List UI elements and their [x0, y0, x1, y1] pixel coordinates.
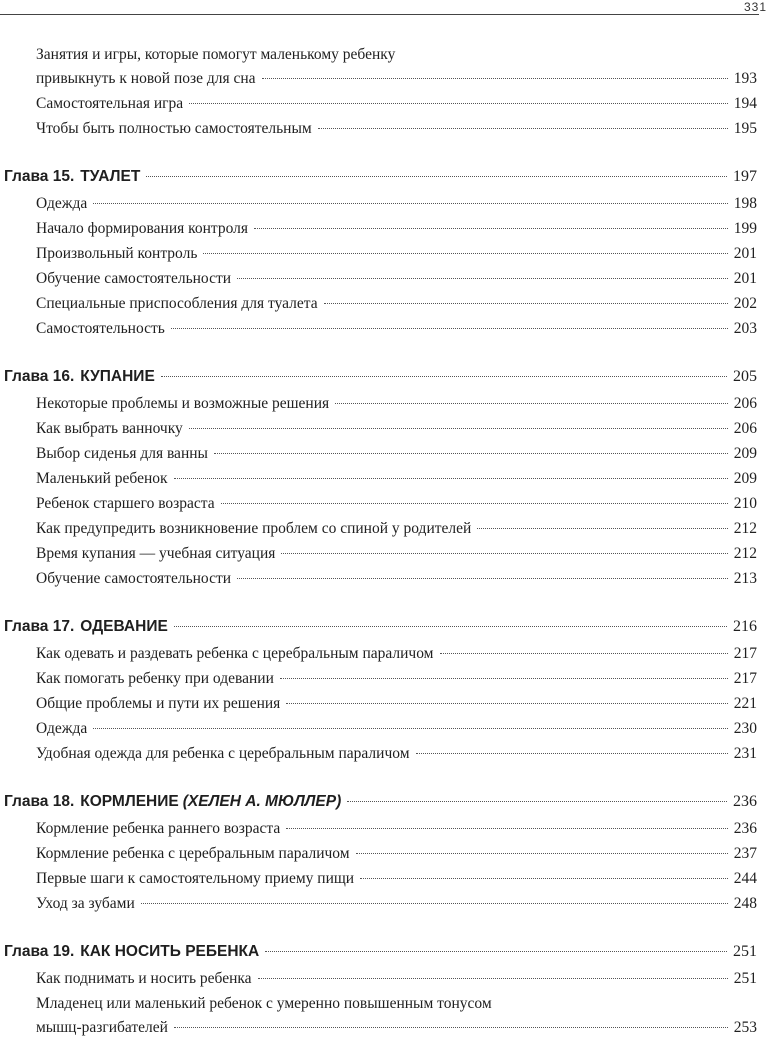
- toc-entry-page: 210: [733, 495, 757, 512]
- toc-entry[interactable]: [0, 218, 781, 243]
- dot-leader: [93, 728, 728, 729]
- toc-entry-title: Маленький ребенок: [36, 470, 168, 487]
- toc-entry[interactable]: [0, 743, 781, 768]
- toc-entry-title-line1: Младенец или маленький ребенок с умеренно повышенным тонусом: [36, 995, 492, 1012]
- dot-leader: [174, 478, 728, 479]
- toc-entry-page: 212: [733, 545, 757, 562]
- toc-entry-title: Кормление ребенка с церебральным параличом: [36, 845, 350, 862]
- dot-leader: [477, 528, 727, 529]
- dot-leader: [281, 553, 727, 554]
- toc-entry[interactable]: [0, 818, 781, 843]
- chapter-title: КОРМЛЕНИЕ: [80, 793, 179, 810]
- chapter-title: ТУАЛЕТ: [80, 168, 141, 185]
- toc-entry-title: Самостоятельность: [36, 320, 165, 337]
- toc-entry[interactable]: [0, 643, 781, 668]
- dot-leader: [360, 878, 728, 879]
- toc-entry[interactable]: [0, 868, 781, 893]
- toc-entry-title: Время купания — учебная ситуация: [36, 545, 276, 562]
- chapter-page: 205: [733, 368, 757, 385]
- chapter-heading[interactable]: [0, 165, 781, 193]
- dot-leader: [254, 228, 728, 229]
- toc-entry[interactable]: [0, 44, 781, 93]
- toc-entry-title: Ребенок старшего возраста: [36, 495, 215, 512]
- dot-leader: [161, 376, 727, 377]
- chapter-title: КАК НОСИТЬ РЕБЕНКА: [80, 943, 260, 960]
- dot-leader: [237, 578, 728, 579]
- dot-leader: [324, 303, 728, 304]
- toc-entry-title: Как предупредить возникновение проблем со спиной у родителей: [36, 520, 472, 537]
- chapter-title: ОДЕВАНИЕ: [80, 618, 168, 635]
- dot-leader: [214, 453, 728, 454]
- toc-entry-title: Как одевать и раздевать ребенка с церебральным параличом: [36, 645, 434, 662]
- toc-entry-page: 195: [733, 120, 757, 137]
- dot-leader: [174, 626, 727, 627]
- toc-entry[interactable]: [0, 493, 781, 518]
- toc-entry[interactable]: [0, 318, 781, 343]
- dot-leader: [189, 103, 728, 104]
- toc-entry-title-line1: Занятия и игры, которые помогут маленькому ребенку: [36, 46, 396, 63]
- toc-entry[interactable]: [0, 293, 781, 318]
- toc-entry-page: 203: [733, 320, 757, 337]
- dot-leader: [440, 653, 728, 654]
- toc-entry-title: Кормление ребенка раннего возраста: [36, 820, 281, 837]
- toc-entry-title: Как поднимать и носить ребенка: [36, 970, 252, 987]
- dot-leader: [262, 78, 728, 79]
- toc-entry-title: Самостоятельная игра: [36, 95, 184, 112]
- toc-entry-page: 206: [733, 395, 757, 412]
- toc-entry-page: 198: [733, 195, 757, 212]
- toc-entry[interactable]: [0, 543, 781, 568]
- dot-leader: [237, 278, 728, 279]
- page-number: 331: [743, 0, 767, 14]
- toc-entry[interactable]: [0, 718, 781, 743]
- toc-entry-page: 236: [733, 820, 757, 837]
- chapter-label: Глава 15.: [4, 168, 75, 185]
- dot-leader: [146, 176, 727, 177]
- dot-leader: [286, 828, 727, 829]
- dot-leader: [318, 128, 728, 129]
- dot-leader: [171, 328, 728, 329]
- chapter-heading[interactable]: [0, 940, 781, 968]
- toc-entry-page: 253: [733, 1019, 757, 1036]
- toc-entry-title: Удобная одежда для ребенка с церебральным параличом: [36, 745, 410, 762]
- toc-entry-page: 217: [733, 645, 757, 662]
- toc-entry-title: Выбор сиденья для ванны: [36, 445, 208, 462]
- toc-entry-title-line2: привыкнуть к новой позе для сна: [36, 70, 256, 87]
- toc-entry[interactable]: [0, 468, 781, 493]
- dot-leader: [189, 428, 728, 429]
- chapter-heading[interactable]: [0, 615, 781, 643]
- toc-entry-page: 201: [733, 245, 757, 262]
- toc-entry-title: Специальные приспособления для туалета: [36, 295, 318, 312]
- toc-entry-page: 194: [733, 95, 757, 112]
- toc-entry-title: Первые шаги к самостоятельному приему пищи: [36, 870, 355, 887]
- toc-entry[interactable]: [0, 443, 781, 468]
- chapter-label: Глава 16.: [4, 368, 75, 385]
- toc-entry-title: Уход за зубами: [36, 895, 135, 912]
- chapter-label: Глава 19.: [4, 943, 75, 960]
- dot-leader: [416, 753, 728, 754]
- toc-entry-page: 217: [733, 670, 757, 687]
- toc-entry-page: 213: [733, 570, 757, 587]
- toc-continuation: [0, 44, 781, 143]
- dot-leader: [280, 678, 728, 679]
- chapter-heading[interactable]: [0, 365, 781, 393]
- toc-entry[interactable]: [0, 843, 781, 868]
- chapter-page: 197: [733, 168, 757, 185]
- toc-entry-page: 202: [733, 295, 757, 312]
- dot-leader: [141, 903, 728, 904]
- toc-entry[interactable]: [0, 893, 781, 918]
- dot-leader: [347, 801, 727, 802]
- toc-entry[interactable]: [0, 668, 781, 693]
- chapter-heading[interactable]: [0, 790, 781, 818]
- toc-entry-title: Некоторые проблемы и возможные решения: [36, 395, 330, 412]
- toc-entry-page: 251: [733, 970, 757, 987]
- dot-leader: [335, 403, 728, 404]
- chapter-page: 216: [733, 618, 757, 635]
- chapter-title: КУПАНИЕ: [80, 368, 155, 385]
- toc-entry-page: 199: [733, 220, 757, 237]
- toc-entry-page: 230: [733, 720, 757, 737]
- chapter-page: 251: [733, 943, 757, 960]
- toc-entry[interactable]: [0, 393, 781, 418]
- toc-entry-title: Чтобы быть полностью самостоятельным: [36, 120, 312, 137]
- dot-leader: [286, 703, 727, 704]
- toc-entry[interactable]: [0, 568, 781, 593]
- toc-entry-title: Как выбрать ванночку: [36, 420, 183, 437]
- toc-entry[interactable]: [0, 968, 781, 993]
- toc-entry-title: Одежда: [36, 195, 88, 212]
- toc-entry-page: 244: [733, 870, 757, 887]
- toc-entry[interactable]: [0, 193, 781, 218]
- toc-entry-title: Начало формирования контроля: [36, 220, 249, 237]
- toc-entry[interactable]: [0, 693, 781, 718]
- toc-entry-page: 237: [733, 845, 757, 862]
- toc-entry-page: 209: [733, 470, 757, 487]
- toc-entry-page: 206: [733, 420, 757, 437]
- toc-entry[interactable]: [0, 243, 781, 268]
- chapter-author: (ХЕЛЕН А. МЮЛЛЕР): [182, 793, 342, 810]
- dot-leader: [258, 978, 728, 979]
- dot-leader: [221, 503, 728, 504]
- dot-leader: [265, 951, 727, 952]
- toc-entry-title: Одежда: [36, 720, 88, 737]
- header-rule: [0, 14, 759, 15]
- toc-entry-title: Обучение самостоятельности: [36, 570, 232, 587]
- toc-entry-page: 209: [733, 445, 757, 462]
- toc-entry-page: 221: [733, 695, 757, 712]
- toc-entry-title-line2: мышц-разгибателей: [36, 1019, 168, 1036]
- toc-entry-page: 193: [733, 70, 757, 87]
- toc-entry-page: 201: [733, 270, 757, 287]
- toc-entry-page: 212: [733, 520, 757, 537]
- toc-entry[interactable]: [0, 993, 781, 1042]
- toc-entry-title: Произвольный контроль: [36, 245, 198, 262]
- toc-entry-page: 231: [733, 745, 757, 762]
- table-of-contents: [0, 44, 781, 1042]
- toc-entry[interactable]: [0, 93, 781, 118]
- dot-leader: [93, 203, 728, 204]
- chapter-label: Глава 18.: [4, 793, 75, 810]
- toc-entry-title: Обучение самостоятельности: [36, 270, 232, 287]
- toc-entry[interactable]: [0, 518, 781, 543]
- dot-leader: [203, 253, 727, 254]
- chapter-label: Глава 17.: [4, 618, 75, 635]
- toc-entry[interactable]: [0, 268, 781, 293]
- chapter-page: 236: [733, 793, 757, 810]
- dot-leader: [356, 853, 728, 854]
- toc-entry[interactable]: [0, 418, 781, 443]
- toc-entry-title: Общие проблемы и пути их решения: [36, 695, 281, 712]
- dot-leader: [174, 1027, 728, 1028]
- toc-entry[interactable]: [0, 118, 781, 143]
- toc-entry-page: 248: [733, 895, 757, 912]
- toc-entry-title: Как помогать ребенку при одевании: [36, 670, 274, 687]
